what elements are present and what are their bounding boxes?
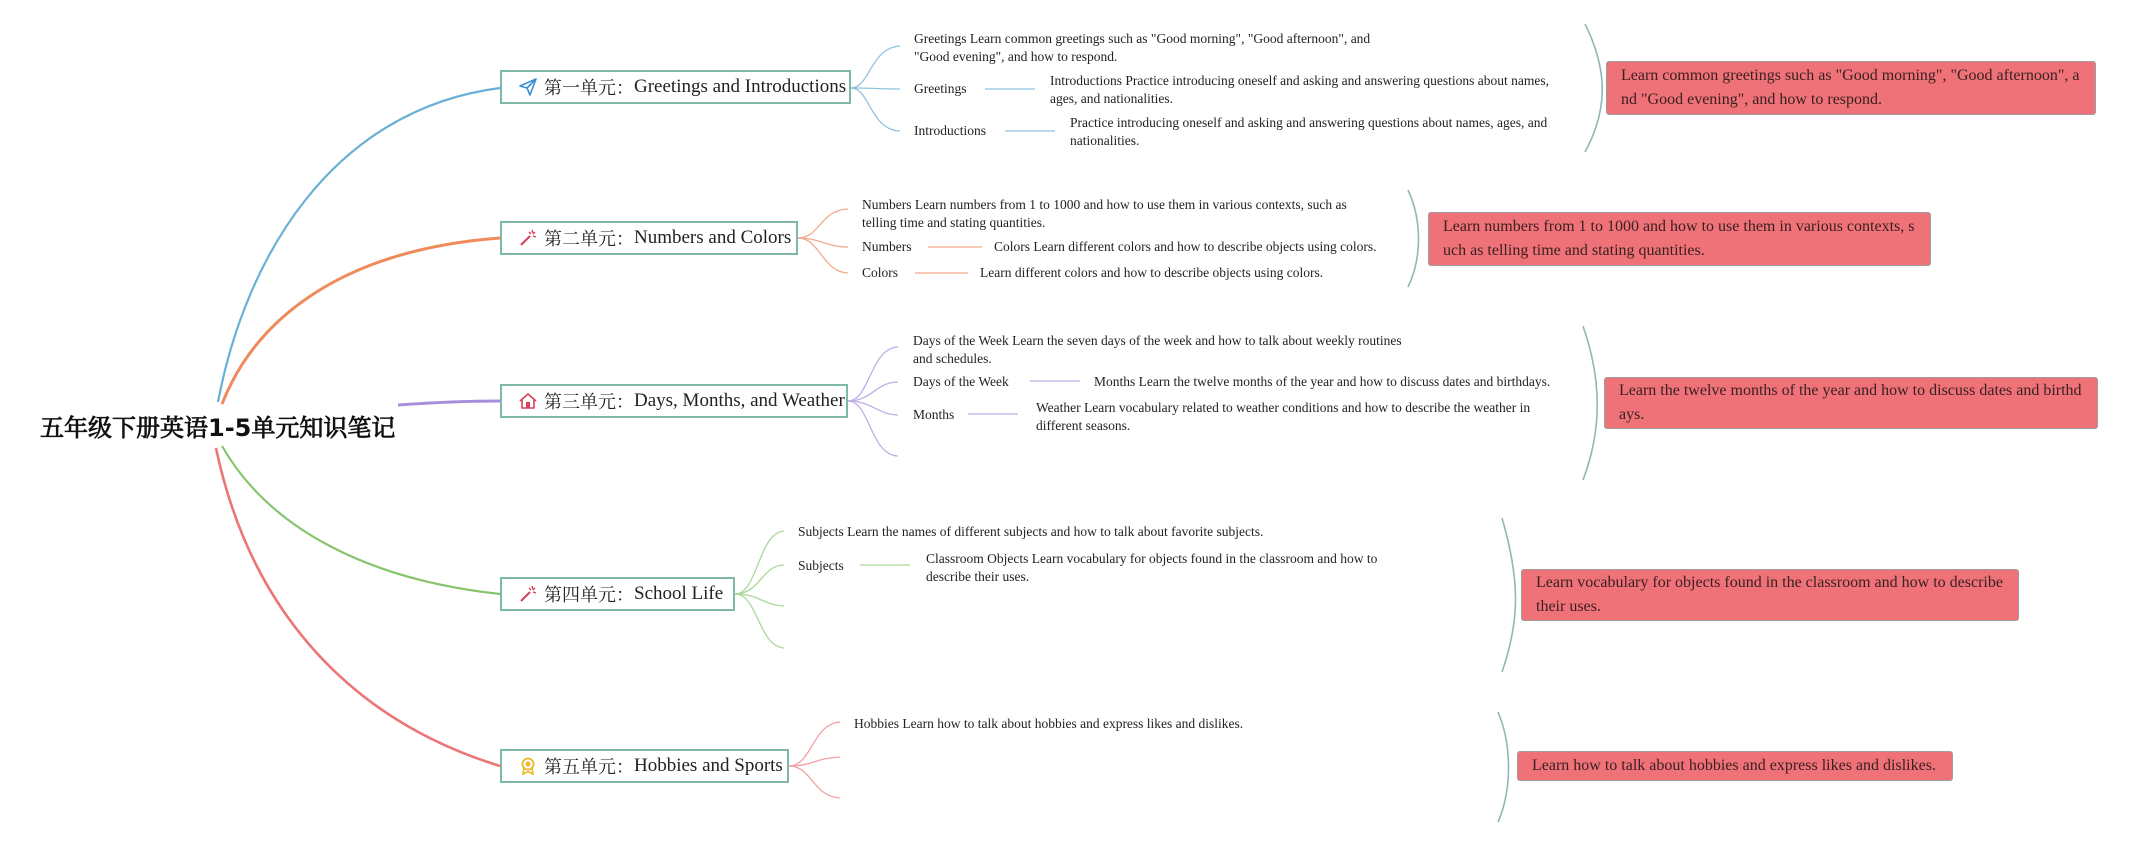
unit-title-zh: 第四单元： [544, 585, 634, 606]
unit-title-zh: 第二单元： [544, 229, 634, 250]
unit-2-label-colors[interactable]: Colors [862, 265, 899, 280]
unit-3-node[interactable] [500, 384, 848, 418]
unit-5-summary[interactable]: Learn how to talk about hobbies and express likes and dislikes. [1517, 751, 1953, 781]
branch-unit1 [218, 88, 500, 402]
unit-2-line-2: Colors Learn different colors and how to describe objects using colors. [994, 239, 1377, 254]
unit-4-line-2: Classroom Objects Learn vocabulary for objects found in the classroom and how to describe their uses. [926, 551, 1378, 584]
home-icon [518, 390, 538, 412]
u2-connector-3 [798, 238, 848, 273]
branch-unit2 [222, 238, 500, 404]
unit-2-summary[interactable]: Learn numbers from 1 to 1000 and how to use them in various contexts, such as telling time and stating quantities. [1428, 212, 1931, 266]
unit-1-line-1: Greetings Learn common greetings such as "Good morning", "Good afternoon", and "Good evening", and how to respond. [914, 31, 1371, 64]
unit-title-en: School Life [634, 583, 724, 604]
unit-title-en: Greetings and Introductions [634, 76, 847, 97]
unit-2-label-numbers[interactable]: Numbers [862, 239, 912, 254]
unit-3-label-days[interactable]: Days of the Week [913, 374, 1009, 389]
u3-connector-1 [848, 347, 898, 401]
branch-unit4 [222, 446, 500, 594]
unit-4-summary[interactable]: Learn vocabulary for objects found in the classroom and how to describe their uses. [1521, 569, 2019, 621]
award-icon [518, 755, 538, 777]
unit-5-line-1: Hobbies Learn how to talk about hobbies and express likes and dislikes. [854, 716, 1244, 731]
bracket-unit3 [1583, 326, 1597, 480]
u1-connector-1 [851, 46, 900, 88]
unit-2-line-3: Learn different colors and how to describe objects using colors. [980, 265, 1324, 280]
u2-connector-1 [798, 209, 848, 238]
u1-connector-3 [851, 88, 900, 131]
u4-connector-2 [735, 565, 784, 594]
unit-5-node[interactable] [500, 749, 789, 783]
unit-1-line-3: Practice introducing oneself and asking and answering questions about names, ages, and nationalities. [1070, 115, 1548, 148]
unit-title-zh: 第三单元： [544, 392, 634, 413]
unit-4-label-subjects[interactable]: Subjects [798, 558, 844, 573]
unit-4-node[interactable] [500, 577, 735, 611]
unit-1-summary[interactable]: Learn common greetings such as "Good morning", "Good afternoon", and "Good evening", and how to respond. [1606, 61, 2096, 115]
unit-3-line-1: Days of the Week Learn the seven days of the week and how to talk about weekly routines and schedules. [913, 333, 1402, 366]
unit-title-en: Numbers and Colors [634, 227, 792, 248]
unit-title-zh: 第一单元： [544, 78, 634, 99]
unit-3-line-2: Months Learn the twelve months of the year and how to discuss dates and birthdays. [1094, 374, 1551, 389]
u3-connector-4 [848, 401, 898, 456]
branch-unit3 [398, 401, 500, 405]
magic-wand-icon [518, 227, 538, 249]
bracket-unit5 [1498, 712, 1509, 822]
unit-1-label-introductions[interactable]: Introductions [914, 123, 986, 138]
u5-connector-1 [789, 722, 840, 766]
unit-3-line-3: Weather Learn vocabulary related to weather conditions and how to describe the weather in different seasons. [1036, 400, 1531, 433]
unit-title-en: Hobbies and Sports [634, 755, 783, 776]
unit-title-zh: 第五单元： [544, 757, 634, 778]
magic-wand-icon [518, 583, 538, 605]
u1-connector-2 [851, 88, 900, 89]
root-title[interactable]: 五年级下册英语1-5单元知识笔记 [40, 414, 396, 442]
u5-connector-3 [789, 766, 840, 798]
unit-1-label-greetings[interactable]: Greetings [914, 81, 967, 96]
unit-1-line-2: Introductions Practice introducing oneself and asking and answering questions about names, ages, and nationalities. [1050, 73, 1550, 106]
bracket-unit4 [1502, 518, 1516, 672]
unit-2-node[interactable] [500, 221, 798, 255]
bracket-unit1 [1585, 24, 1602, 152]
unit-3-summary[interactable]: Learn the twelve months of the year and how to discuss dates and birthdays. [1604, 377, 2098, 429]
unit-title-en: Days, Months, and Weather [634, 390, 845, 411]
unit-2-line-1: Numbers Learn numbers from 1 to 1000 and how to use them in various contexts, such as telling time and stating quantities. [862, 197, 1347, 230]
unit-1-node[interactable] [500, 70, 851, 104]
u4-connector-4 [735, 594, 784, 648]
unit-3-label-months[interactable]: Months [913, 407, 955, 422]
unit-4-line-1: Subjects Learn the names of different subjects and how to talk about favorite subjects. [798, 524, 1264, 539]
u4-connector-1 [735, 531, 784, 594]
paper-plane-icon [518, 76, 538, 98]
